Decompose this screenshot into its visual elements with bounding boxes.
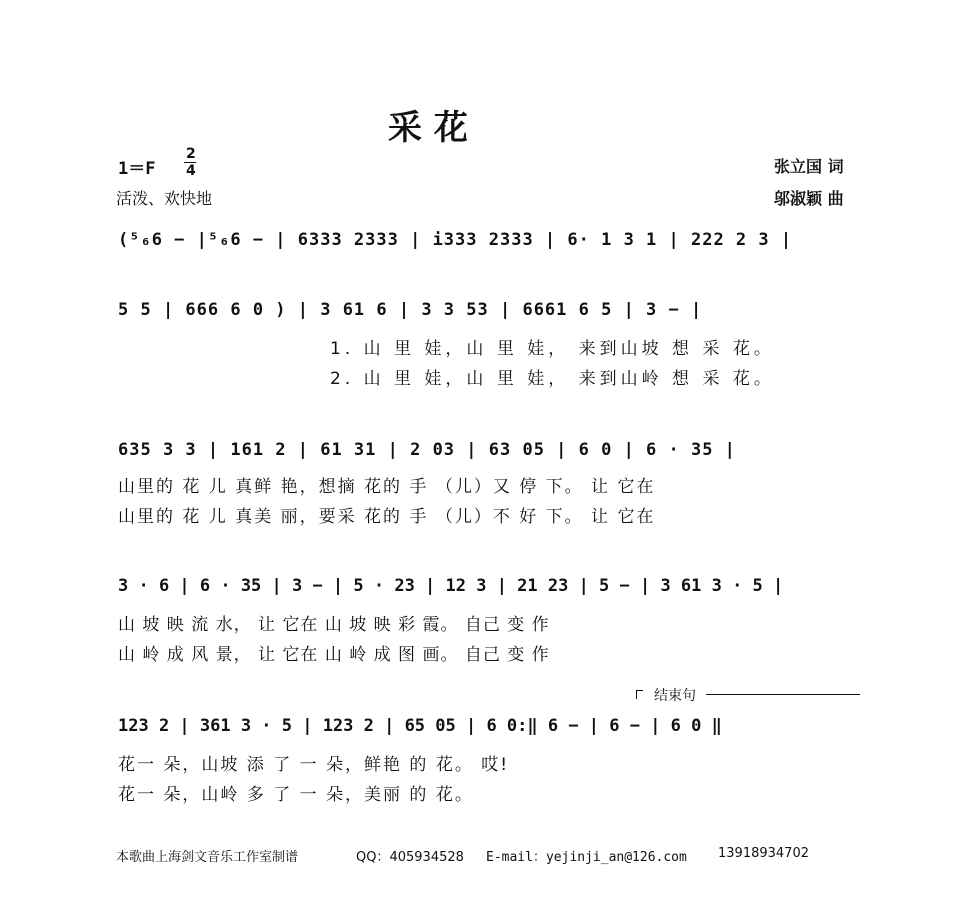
time-signature-bottom: 4 <box>186 163 196 179</box>
footer-studio: 本歌曲上海剑文音乐工作室制谱 <box>116 850 299 865</box>
lyricist-credit: 张立国 词 <box>774 157 844 176</box>
system-3-notes: 635 3 3 | 161 2 | 61 31 | 2 03 | 63 05 | 6 0 | 6 · 35 | <box>118 440 736 460</box>
system-5-lyrics-verse-1: 花一 朵，山坡 添 了 一 朵，鲜艳 的 花。 哎! <box>118 755 510 775</box>
system-4-notes: 3 · 6 | 6 · 35 | 3 − | 5 · 23 | 12 3 | 21 23 | 5 − | 3 61 3 · 5 | <box>118 576 784 596</box>
system-2-lyrics-verse-2: 2. 山 里 娃，山 里 娃， 来到山岭 想 采 花。 <box>330 369 775 389</box>
time-signature-top: 2 <box>186 146 196 162</box>
system-4-lyrics-verse-1: 山 坡 映 流 水， 让 它在 山 坡 映 彩 霞。 自己 变 作 <box>118 615 550 635</box>
system-2-lyrics-verse-1: 1. 山 里 娃，山 里 娃， 来到山坡 想 采 花。 <box>330 339 775 359</box>
ending-bracket-corner <box>636 690 643 699</box>
system-5-lyrics-verse-2: 花一 朵，山岭 多 了 一 朵，美丽 的 花。 <box>118 785 474 805</box>
key-signature: 1＝F <box>118 159 156 179</box>
system-3-lyrics-verse-2: 山里的 花 儿 真美 丽，要采 花的 手 （儿）不 好 下。 让 它在 <box>118 507 656 527</box>
composer-credit: 邬淑颖 曲 <box>774 189 844 208</box>
ending-section-label: 结束句 <box>654 688 696 704</box>
ending-bracket-line <box>706 694 860 695</box>
system-5-notes: 123 2 | 361 3 · 5 | 123 2 | 65 05 | 6 0:‖ 6 − | 6 − | 6 0 ‖ <box>118 716 722 736</box>
system-1-notes: (⁵₆6 − |⁵₆6 − | 6333 2333 | i333 2333 | 6· 1 3 1 | 222 2 3 | <box>118 230 793 250</box>
footer-qq: QQ：405934528 <box>356 850 464 865</box>
footer-email: E-mail：yejinji_an@126.com <box>486 850 687 865</box>
song-title: 采 花 <box>388 108 468 148</box>
footer-phone: 13918934702 <box>718 846 809 861</box>
system-2-notes: 5 5 | 666 6 0 ) | 3 61 6 | 3 3 53 | 6661 6 5 | 3 − | <box>118 300 703 320</box>
tempo-marking: 活泼、欢快地 <box>116 189 213 208</box>
system-4-lyrics-verse-2: 山 岭 成 风 景， 让 它在 山 岭 成 图 画。 自己 变 作 <box>118 645 550 665</box>
system-3-lyrics-verse-1: 山里的 花 儿 真鲜 艳，想摘 花的 手 （儿）又 停 下。 让 它在 <box>118 477 656 497</box>
